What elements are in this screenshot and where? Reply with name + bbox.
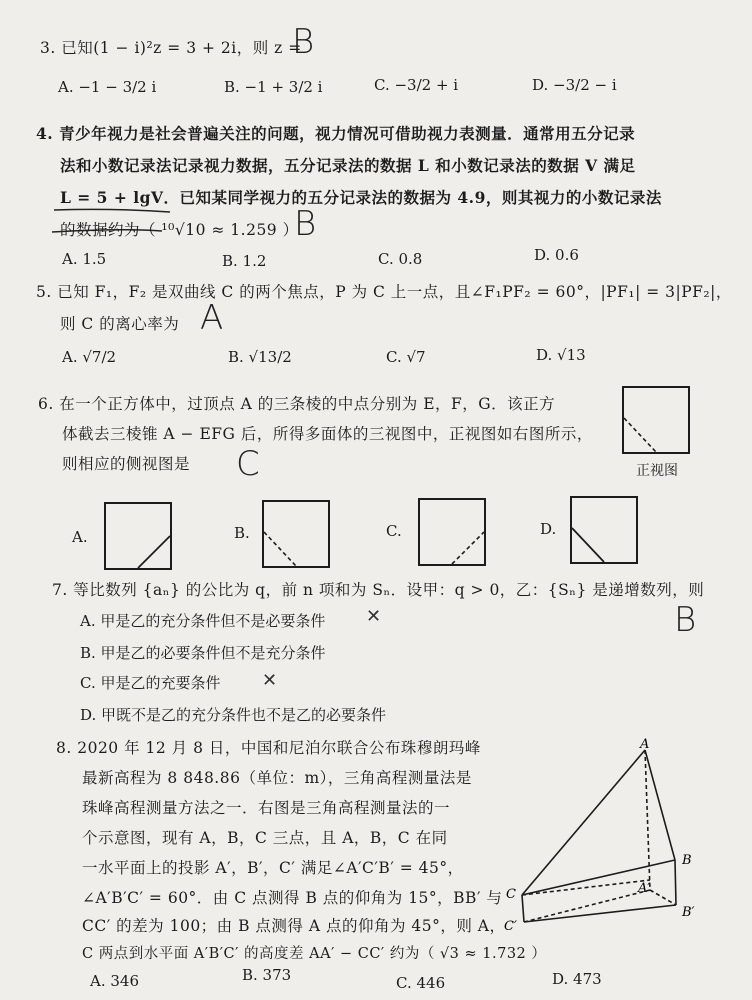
q7-option-b: B. 甲是乙的必要条件但不是充分条件	[80, 644, 326, 662]
q8-figure-label-b: B	[682, 853, 692, 868]
q7-option-d: D. 甲既不是乙的充分条件也不是乙的必要条件	[80, 706, 387, 724]
q6-handwritten-answer: C	[236, 444, 260, 484]
q8-figure-label-a: A	[640, 737, 650, 752]
q6-front-view-caption: 正视图	[636, 463, 678, 479]
q8-line-1: 8. 2020 年 12 月 8 日，中国和尼泊尔联合公布珠穆朗玛峰	[56, 739, 481, 757]
q8-figure-label-a1: A′	[638, 881, 651, 896]
q6-option-c-figure	[418, 498, 488, 568]
q8-line-4: 个示意图，现有 A，B，C 三点，且 A，B，C 在同	[82, 829, 448, 847]
q8-line-7: CC′ 的差为 100；由 B 点测得 A 点的仰角为 45°，则 A，	[82, 917, 506, 935]
q4-option-b: B. 1.2	[222, 252, 267, 270]
q8-triangulation-figure	[500, 730, 700, 940]
q8-figure-label-b1: B′	[682, 905, 695, 920]
q5-option-d: D. √13	[536, 346, 586, 364]
q3-handwritten-answer: B	[292, 22, 315, 62]
q8-line-6: ∠A′B′C′ = 60°．由 C 点测得 B 点的仰角为 15°，BB′ 与	[82, 889, 503, 907]
q6-front-view-figure	[622, 386, 692, 456]
q7-option-a: A. 甲是乙的充分条件但不是必要条件	[80, 612, 326, 630]
q8-line-3: 珠峰高程测量方法之一．右图是三角高程测量法的一	[82, 799, 451, 817]
q8-figure-label-c: C	[506, 887, 516, 902]
q8-figure-label-c1: C′	[504, 919, 517, 934]
q5-option-c: C. √7	[386, 348, 426, 366]
q7-option-a-cross-mark: ✕	[366, 606, 382, 627]
q7-handwritten-answer: B	[674, 600, 697, 640]
q8-option-b: B. 373	[242, 966, 292, 984]
q3-option-a: A. −1 − 3/2 i	[58, 78, 157, 96]
q7-option-c-cross-mark: ✕	[262, 670, 278, 691]
q3-option-d: D. −3/2 − i	[532, 76, 617, 94]
q5-option-b: B. √13/2	[228, 348, 292, 366]
q8-option-d: D. 473	[552, 970, 602, 988]
q6-option-c-label: C.	[386, 522, 402, 540]
q6-line-3: 则相应的侧视图是	[62, 455, 191, 473]
q4-line-4: 的数据约为（ ¹⁰√10 ≈ 1.259 ）	[60, 221, 299, 239]
q4-option-c: C. 0.8	[378, 250, 423, 268]
q6-option-b-label: B.	[234, 524, 250, 542]
q7-option-c: C. 甲是乙的充要条件	[80, 674, 221, 692]
q6-option-d-label: D.	[540, 520, 557, 538]
q6-option-b-figure	[262, 500, 332, 570]
q8-option-a: A. 346	[90, 972, 139, 990]
q6-option-a-label: A.	[72, 528, 88, 546]
q5-line-1: 5. 已知 F₁，F₂ 是双曲线 C 的两个焦点，P 为 C 上一点，且∠F₁PF₂ = 60°，|PF₁| = 3|PF₂|，	[36, 283, 732, 301]
q8-line-8: C 两点到水平面 A′B′C′ 的高度差 AA′ − CC′ 约为（ √3 ≈ 1.732 ）	[82, 946, 547, 962]
q4-option-d: D. 0.6	[534, 246, 579, 264]
q6-line-2: 体截去三棱锥 A − EFG 后，所得多面体的三视图中，正视图如右图所示，	[62, 425, 593, 443]
q8-line-2: 最新高程为 8 848.86（单位：m），三角高程测量法是	[82, 769, 472, 787]
q5-line-2: 则 C 的离心率为	[60, 315, 180, 333]
q6-option-d-figure	[570, 496, 640, 566]
q4-line-3: L = 5 + lgV．已知某同学视力的五分记录法的数据为 4.9，则其视力的小数记录法	[60, 188, 662, 207]
q6-line-1: 6. 在一个正方体中，过顶点 A 的三条棱的中点分别为 E，F，G．该正方	[38, 395, 556, 413]
q4-option-a: A. 1.5	[62, 250, 107, 268]
q8-option-c: C. 446	[396, 974, 446, 992]
q3-option-b: B. −1 + 3/2 i	[224, 78, 323, 96]
q4-line-1: 4. 青少年视力是社会普遍关注的问题，视力情况可借助视力表测量．通常用五分记录	[36, 124, 636, 143]
q8-line-5: 一水平面上的投影 A′，B′，C′ 满足∠A′C′B′ = 45°，	[82, 859, 464, 877]
q3-stem: 3. 已知(1 − i)²z = 3 + 2i，则 z =	[40, 39, 302, 57]
q4-handwritten-answer: B	[294, 204, 317, 244]
q5-handwritten-answer: A	[200, 298, 224, 338]
q7-stem: 7. 等比数列 {aₙ} 的公比为 q，前 n 项和为 Sₙ．设甲：q > 0，乙：{Sₙ} 是递增数列，则	[52, 581, 705, 599]
q5-option-a: A. √7/2	[62, 348, 117, 366]
q6-option-a-figure	[104, 502, 174, 572]
q3-option-c: C. −3/2 + i	[374, 76, 459, 94]
q4-line-2: 法和小数记录法记录视力数据，五分记录法的数据 L 和小数记录法的数据 V 满足	[60, 156, 636, 175]
